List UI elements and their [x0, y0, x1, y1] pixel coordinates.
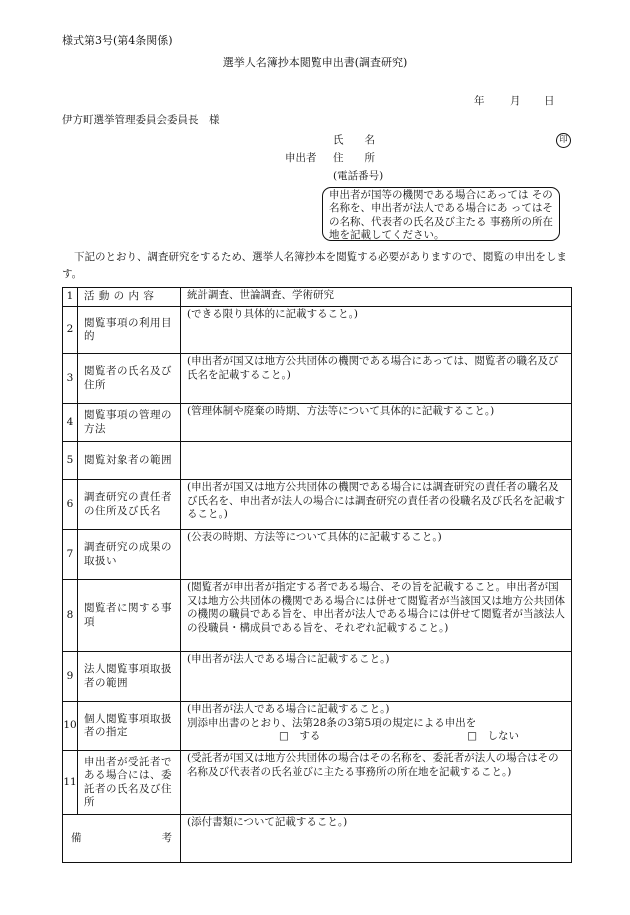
table-row: [63, 288, 572, 307]
table-row: [63, 480, 572, 530]
designation-choice: [279, 730, 519, 744]
checkbox-do[interactable]: □ する: [279, 730, 321, 742]
row-number: 10: [63, 702, 78, 751]
row-item: 閲覧事項の管理の方法: [78, 404, 181, 442]
seal-icon: 印: [556, 133, 571, 148]
table-row: [63, 580, 572, 652]
name-label: 氏 名: [333, 134, 375, 146]
row-item: 活 動 の 内 容: [78, 288, 181, 307]
remarks-content[interactable]: (添付書類について記載すること。): [181, 815, 572, 863]
row-number: 3: [63, 354, 78, 404]
table-row: [63, 530, 572, 580]
addressee: 伊方町選挙管理委員会委員長 様: [62, 114, 220, 126]
row-content[interactable]: (申出者が国又は地方公共団体の機関である場合には調査研究の責任者の職名及び氏名を、申出者が法人の場合には調査研究の責任者の役職名及び氏名を記載すること。): [181, 480, 572, 530]
row-number: 4: [63, 404, 78, 442]
table-row: [63, 442, 572, 480]
day-label: 日: [544, 95, 555, 107]
month-label: 月: [510, 95, 521, 107]
phone-label: (電話番号): [333, 170, 384, 182]
row-content-note: (申出者が法人である場合に記載すること。): [187, 703, 390, 715]
table-row: [63, 751, 572, 815]
row-item: 閲覧者の氏名及び住所: [78, 354, 181, 404]
row-number: 2: [63, 307, 78, 354]
row-item: 閲覧者に関する事項: [78, 580, 181, 652]
table-row: [63, 404, 572, 442]
row-content[interactable]: (受託者が国又は地方公共団体の場合はその名称を、委託者が法人の場合はその名称及び代表者の氏名並びに主たる事務所の所在地を記載すること。): [181, 751, 572, 815]
remarks-label: [63, 815, 181, 863]
row-number: 6: [63, 480, 78, 530]
table-row: [63, 702, 572, 751]
row-number: 8: [63, 580, 78, 652]
row-item: 申出者が受託者である場合には、委託者の氏名及び住所: [78, 751, 181, 815]
remarks-label-right: 考: [161, 831, 172, 844]
form-title: 選挙人名簿抄本閲覧申出書(調査研究): [222, 56, 408, 69]
row-item: 閲覧事項の利用目的: [78, 307, 181, 354]
row-number: 5: [63, 442, 78, 480]
table-row: [63, 652, 572, 702]
table-row: [63, 354, 572, 404]
table-row: [63, 815, 572, 863]
application-table: [62, 287, 572, 863]
row-item: 調査研究の責任者の住所及び氏名: [78, 480, 181, 530]
row-content[interactable]: (できる限り具体的に記載すること。): [181, 307, 572, 354]
row-item: 法人閲覧事項取扱者の範囲: [78, 652, 181, 702]
remarks-label-left: 備: [71, 831, 82, 844]
intro-text: 下記のとおり、調査研究をするため、選挙人名簿抄本を閲覧する必要がありますので、閲覧の申出をします。: [62, 251, 567, 280]
row-number: 11: [63, 751, 78, 815]
bracket-note: 申出者が国等の機関である場合にあっては その名称を、申出者が法人である場合にあ ってはその名称、代表者の氏名及び主たる 事務所の所在地を記載してください。: [322, 187, 560, 241]
row-item: 調査研究の成果の取扱い: [78, 530, 181, 580]
row-content[interactable]: (管理体制や廃棄の時期、方法等について具体的に記載すること。): [181, 404, 572, 442]
row-number: 1: [63, 288, 78, 307]
row-content[interactable]: (閲覧者が申出者が指定する者である場合、その旨を記載すること。申出者が国又は地方公共団体の機関である場合には併せて閲覧者が当該国又は地方公共団体の機関の職員である旨を、申出者が法人である場合には併せて閲覧者が当該法人の役職員・構成員である旨を、それぞれ記載すること。): [181, 580, 572, 652]
row-item: 個人閲覧事項取扱者の指定: [78, 702, 181, 751]
form-number: 様式第3号(第4条関係): [62, 34, 173, 47]
row-content-statement: 別添申出書のとおり、法第28条の3第5項の規定による申出を: [187, 716, 477, 729]
date-row: [474, 95, 555, 108]
year-label: 年: [474, 95, 485, 107]
address-label: 住 所: [333, 152, 375, 164]
row-number: 7: [63, 530, 78, 580]
row-content[interactable]: (公表の時期、方法等について具体的に記載すること。): [181, 530, 572, 580]
applicant-label: 申出者: [285, 152, 317, 164]
row-content[interactable]: [181, 442, 572, 480]
row-content[interactable]: (申出者が法人である場合に記載すること。): [181, 652, 572, 702]
table-row: [63, 307, 572, 354]
row-content[interactable]: (申出者が国又は地方公共団体の機関である場合にあっては、閲覧者の職名及び氏名を記載すること。): [181, 354, 572, 404]
row-number: 9: [63, 652, 78, 702]
checkbox-do-not[interactable]: □ しない: [467, 730, 519, 742]
row-item: 閲覧対象者の範囲: [78, 442, 181, 480]
row-content[interactable]: [181, 702, 572, 751]
row-content[interactable]: 統計調査、世論調査、学術研究: [181, 288, 572, 307]
